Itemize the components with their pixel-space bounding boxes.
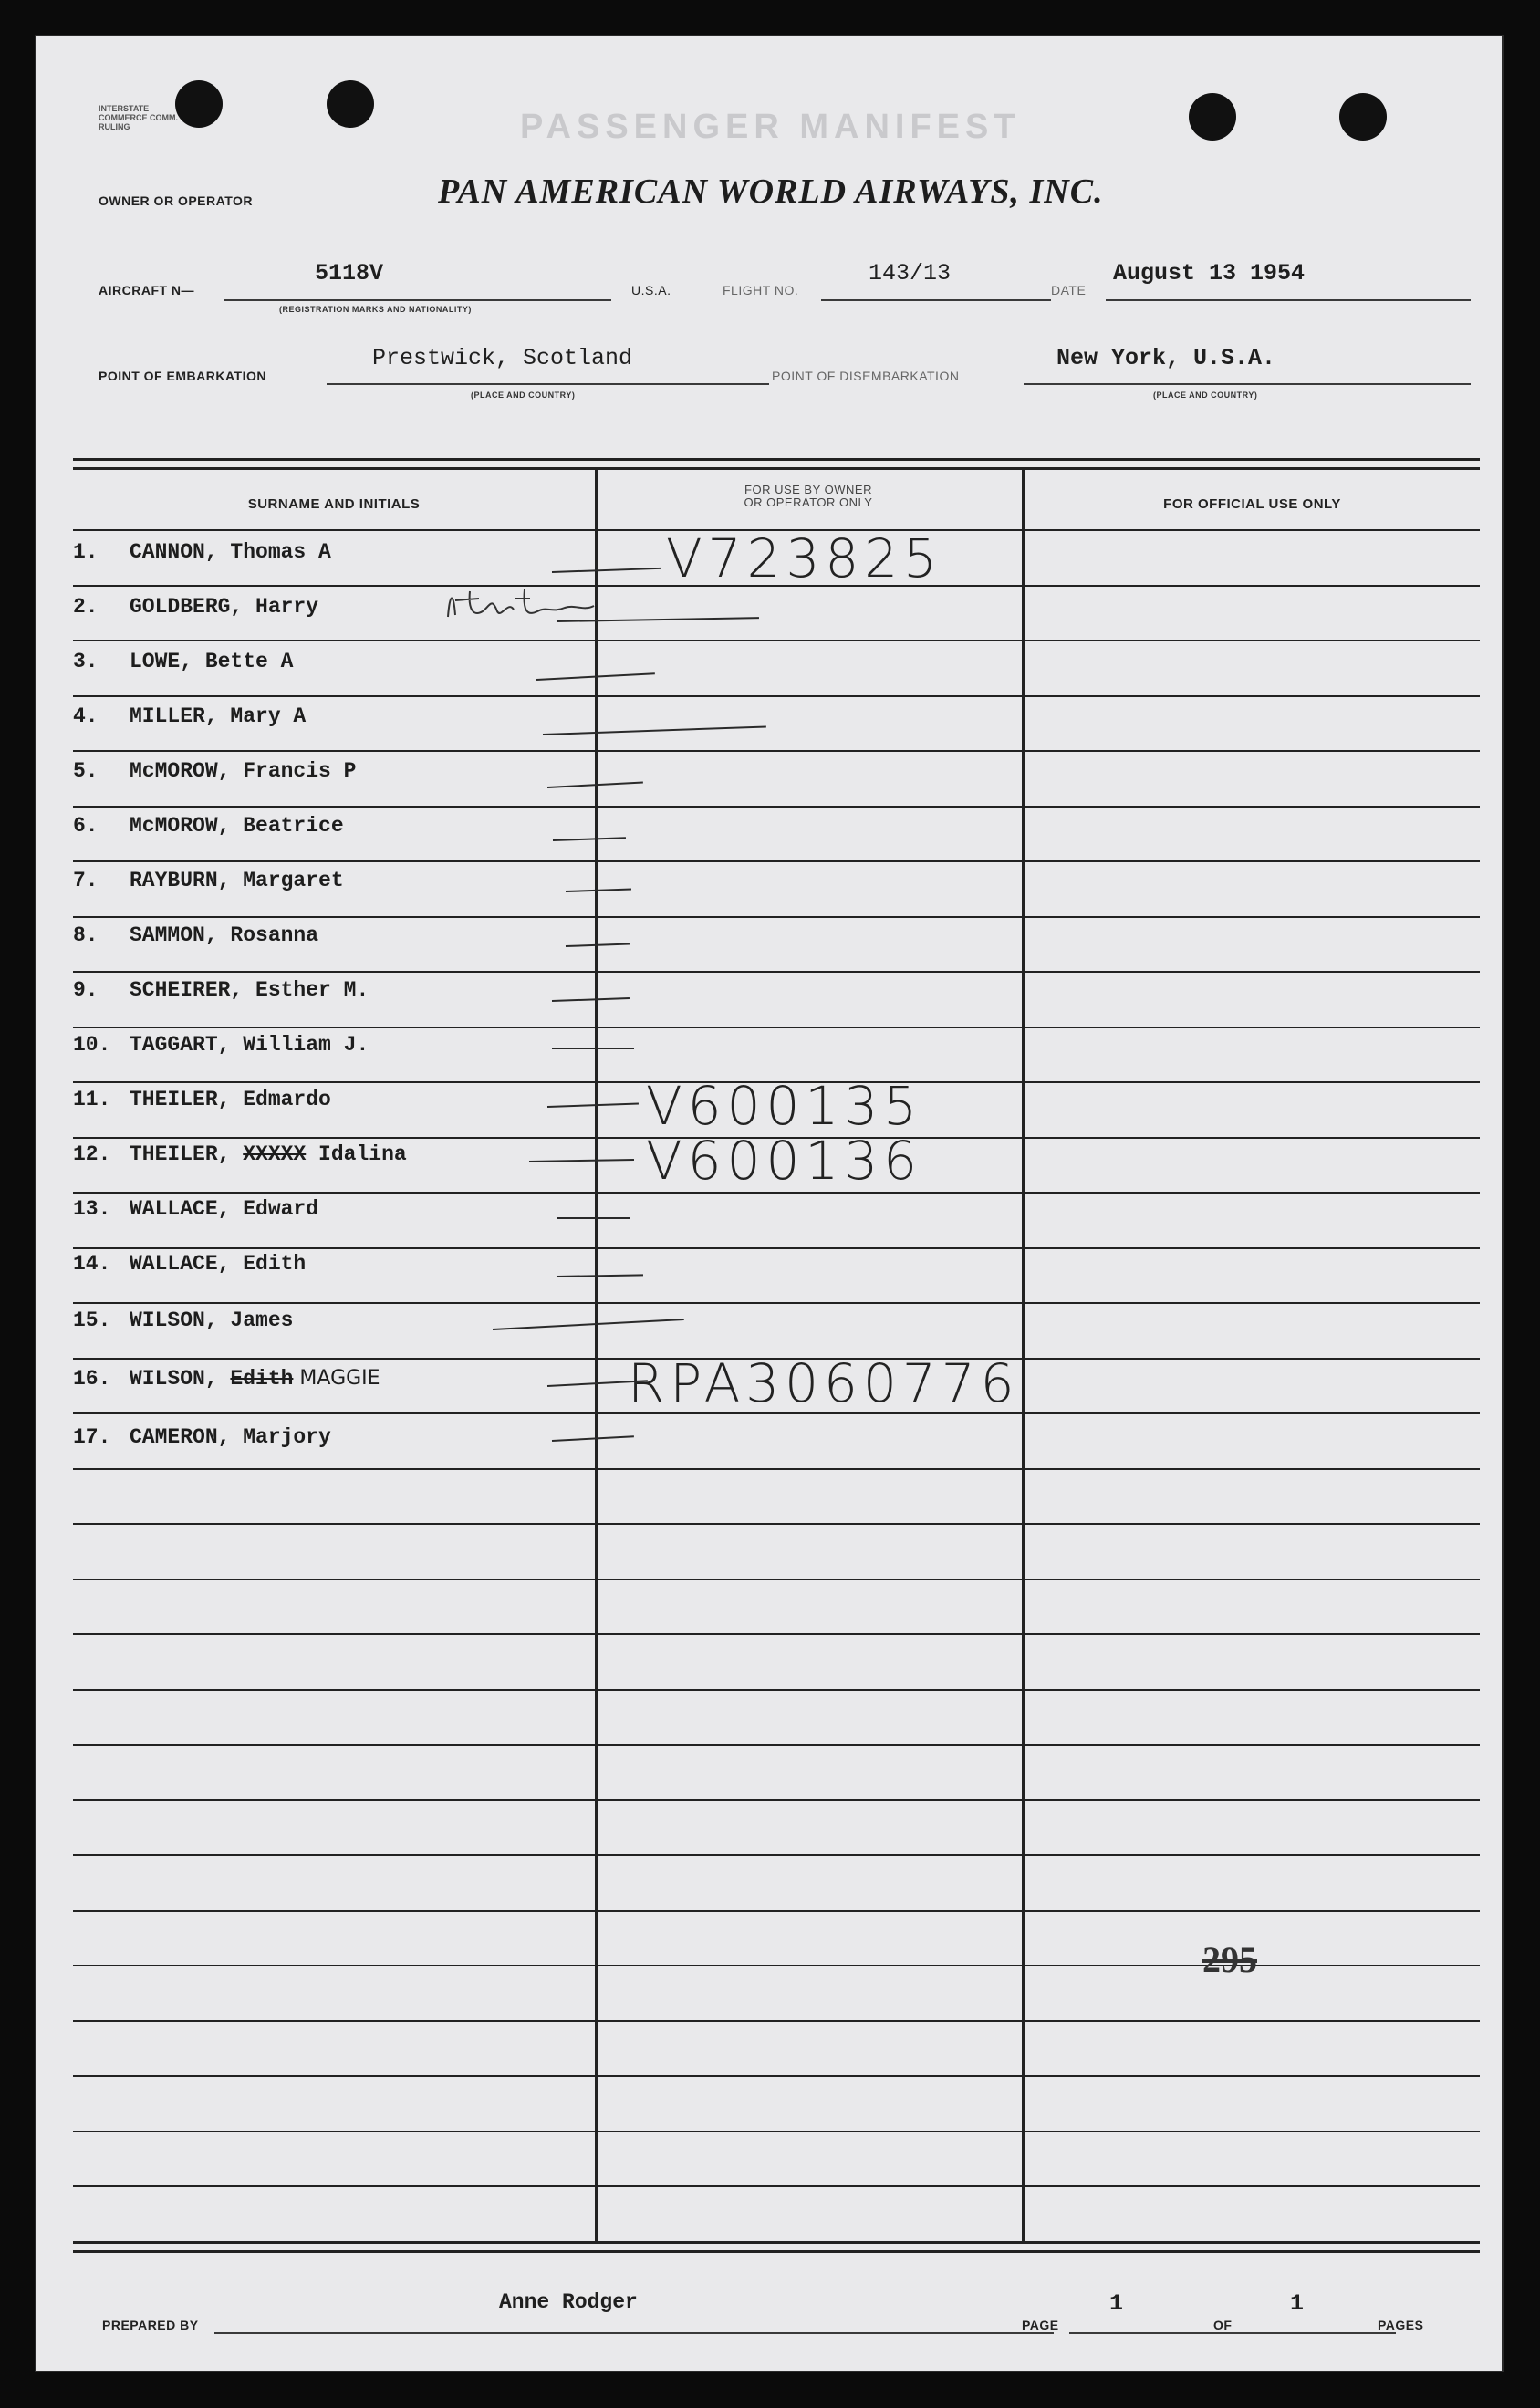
row-rule xyxy=(73,806,1480,808)
tick-mark xyxy=(566,888,631,892)
tick-mark xyxy=(529,1159,634,1162)
tick-mark xyxy=(547,1103,639,1108)
table-row: 12. THEILER, XXXXX Idalina xyxy=(73,1142,407,1166)
row-rule xyxy=(73,640,1480,641)
row-rule xyxy=(73,1854,1480,1856)
row-rule xyxy=(73,860,1480,862)
row-rule xyxy=(73,1799,1480,1801)
tick-mark xyxy=(552,1048,634,1049)
embark-caption: (PLACE AND COUNTRY) xyxy=(471,391,576,400)
header-surname: SURNAME AND INITIALS xyxy=(247,496,421,512)
embark-value: Prestwick, Scotland xyxy=(372,345,633,371)
row-rule xyxy=(73,1027,1480,1028)
passport-note: V723825 xyxy=(666,527,943,589)
table-top-rule xyxy=(73,458,1480,470)
table-row: 15. WILSON, James xyxy=(73,1308,294,1332)
date-underline xyxy=(1106,299,1471,301)
row-rule xyxy=(73,695,1480,697)
flight-label: FLIGHT NO. xyxy=(723,283,799,297)
embark-underline xyxy=(327,383,769,385)
manifest-sheet xyxy=(36,36,1502,2371)
row-rule xyxy=(73,2075,1480,2077)
row-rule xyxy=(73,971,1480,973)
owner-label: OWNER OR OPERATOR xyxy=(99,193,253,208)
row-rule xyxy=(73,1689,1480,1691)
struck-text: XXXXX xyxy=(243,1142,307,1166)
prepared-underline xyxy=(214,2332,1054,2334)
row-rule xyxy=(73,1910,1480,1912)
row-rule xyxy=(73,2020,1480,2022)
table-row: 5. McMOROW, Francis P xyxy=(73,759,357,783)
row-rule xyxy=(73,1744,1480,1746)
page-underline xyxy=(1069,2332,1244,2334)
tick-mark xyxy=(493,1319,684,1330)
initials-scribble xyxy=(442,584,602,630)
date-value: August 13 1954 xyxy=(1113,260,1306,287)
row-rule xyxy=(73,1192,1480,1194)
tick-mark xyxy=(552,997,630,1002)
table-row: 3. LOWE, Bette A xyxy=(73,650,294,673)
tick-mark xyxy=(553,837,626,841)
row-rule xyxy=(73,2185,1480,2187)
punch-hole-2 xyxy=(327,80,374,128)
form-title: PASSENGER MANIFEST xyxy=(520,108,1021,146)
table-row: 11. THEILER, Edmardo xyxy=(73,1088,331,1111)
table-row: 17. CAMERON, Marjory xyxy=(73,1425,331,1449)
table-bottom-rule xyxy=(73,2241,1480,2253)
table-row: 4. MILLER, Mary A xyxy=(73,704,307,728)
disembark-caption: (PLACE AND COUNTRY) xyxy=(1153,391,1258,400)
row-rule xyxy=(73,1579,1480,1580)
header-official: FOR OFFICIAL USE ONLY xyxy=(1163,496,1341,512)
passport-note: V600136 xyxy=(646,1130,923,1192)
table-row: 2. GOLDBERG, Harry xyxy=(73,595,319,619)
row-rule xyxy=(73,1302,1480,1304)
row-rule xyxy=(73,2131,1480,2132)
usa-label: U.S.A. xyxy=(631,283,671,297)
passport-note: RPA3060776 xyxy=(628,1352,1020,1414)
of-label: OF xyxy=(1213,2318,1233,2332)
header-owner-use: FOR USE BY OWNER OR OPERATOR ONLY xyxy=(744,483,873,509)
disembark-value: New York, U.S.A. xyxy=(1056,345,1276,371)
disembark-underline xyxy=(1024,383,1471,385)
flight-value: 143/13 xyxy=(869,260,952,287)
table-row: 9. SCHEIRER, Esther M. xyxy=(73,978,369,1002)
aircraft-caption: (REGISTRATION MARKS AND NATIONALITY) xyxy=(279,305,472,314)
table-row: 8. SAMMON, Rosanna xyxy=(73,923,319,947)
owner-value: PAN AMERICAN WORLD AIRWAYS, INC. xyxy=(438,172,1104,211)
struck-text: Edith xyxy=(230,1367,294,1391)
flight-underline xyxy=(821,299,1051,301)
embark-label: POINT OF EMBARKATION xyxy=(99,369,266,383)
tick-mark xyxy=(557,1274,643,1277)
row-rule xyxy=(73,1965,1480,1966)
row-rule xyxy=(73,750,1480,752)
of-value: 1 xyxy=(1290,2290,1305,2317)
tick-mark xyxy=(552,568,661,573)
table-row: 6. McMOROW, Beatrice xyxy=(73,814,344,838)
row-rule xyxy=(73,916,1480,918)
punch-hole-4 xyxy=(1339,93,1387,141)
tick-mark xyxy=(552,1435,634,1442)
aircraft-label: AIRCRAFT N— xyxy=(99,283,195,297)
page-label: PAGE xyxy=(1022,2318,1059,2332)
table-row: 13. WALLACE, Edward xyxy=(73,1197,319,1221)
aircraft-underline xyxy=(224,299,611,301)
page-value: 1 xyxy=(1109,2290,1124,2317)
passport-note: V600135 xyxy=(646,1075,923,1137)
of-underline xyxy=(1241,2332,1396,2334)
prepared-label: PREPARED BY xyxy=(102,2318,199,2332)
column-divider-1 xyxy=(595,469,598,2241)
disembark-label: POINT OF DISEMBARKATION xyxy=(772,369,960,383)
row-rule xyxy=(73,1523,1480,1525)
table-row: 7. RAYBURN, Margaret xyxy=(73,869,344,892)
table-row: 10. TAGGART, William J. xyxy=(73,1033,369,1057)
punch-hole-3 xyxy=(1189,93,1236,141)
column-divider-2 xyxy=(1022,469,1025,2241)
aircraft-value: 5118V xyxy=(315,260,384,287)
tick-mark xyxy=(543,725,766,735)
date-label: DATE xyxy=(1051,283,1087,297)
prepared-value: Anne Rodger xyxy=(499,2290,638,2314)
row-rule xyxy=(73,1247,1480,1249)
tick-mark xyxy=(557,1217,630,1219)
row-rule xyxy=(73,1468,1480,1470)
pages-label: PAGES xyxy=(1378,2318,1424,2332)
table-row: 14. WALLACE, Edith xyxy=(73,1252,307,1276)
punch-hole-1 xyxy=(175,80,223,128)
approval-stamp: INTERSTATE COMMERCE COMM. RULING xyxy=(99,104,178,131)
table-row: 1. CANNON, Thomas A xyxy=(73,540,331,564)
row-rule xyxy=(73,1633,1480,1635)
page-mark: 295 xyxy=(1202,1939,1257,1980)
table-row: 16. WILSON, Edith MAGGIE xyxy=(73,1367,380,1391)
